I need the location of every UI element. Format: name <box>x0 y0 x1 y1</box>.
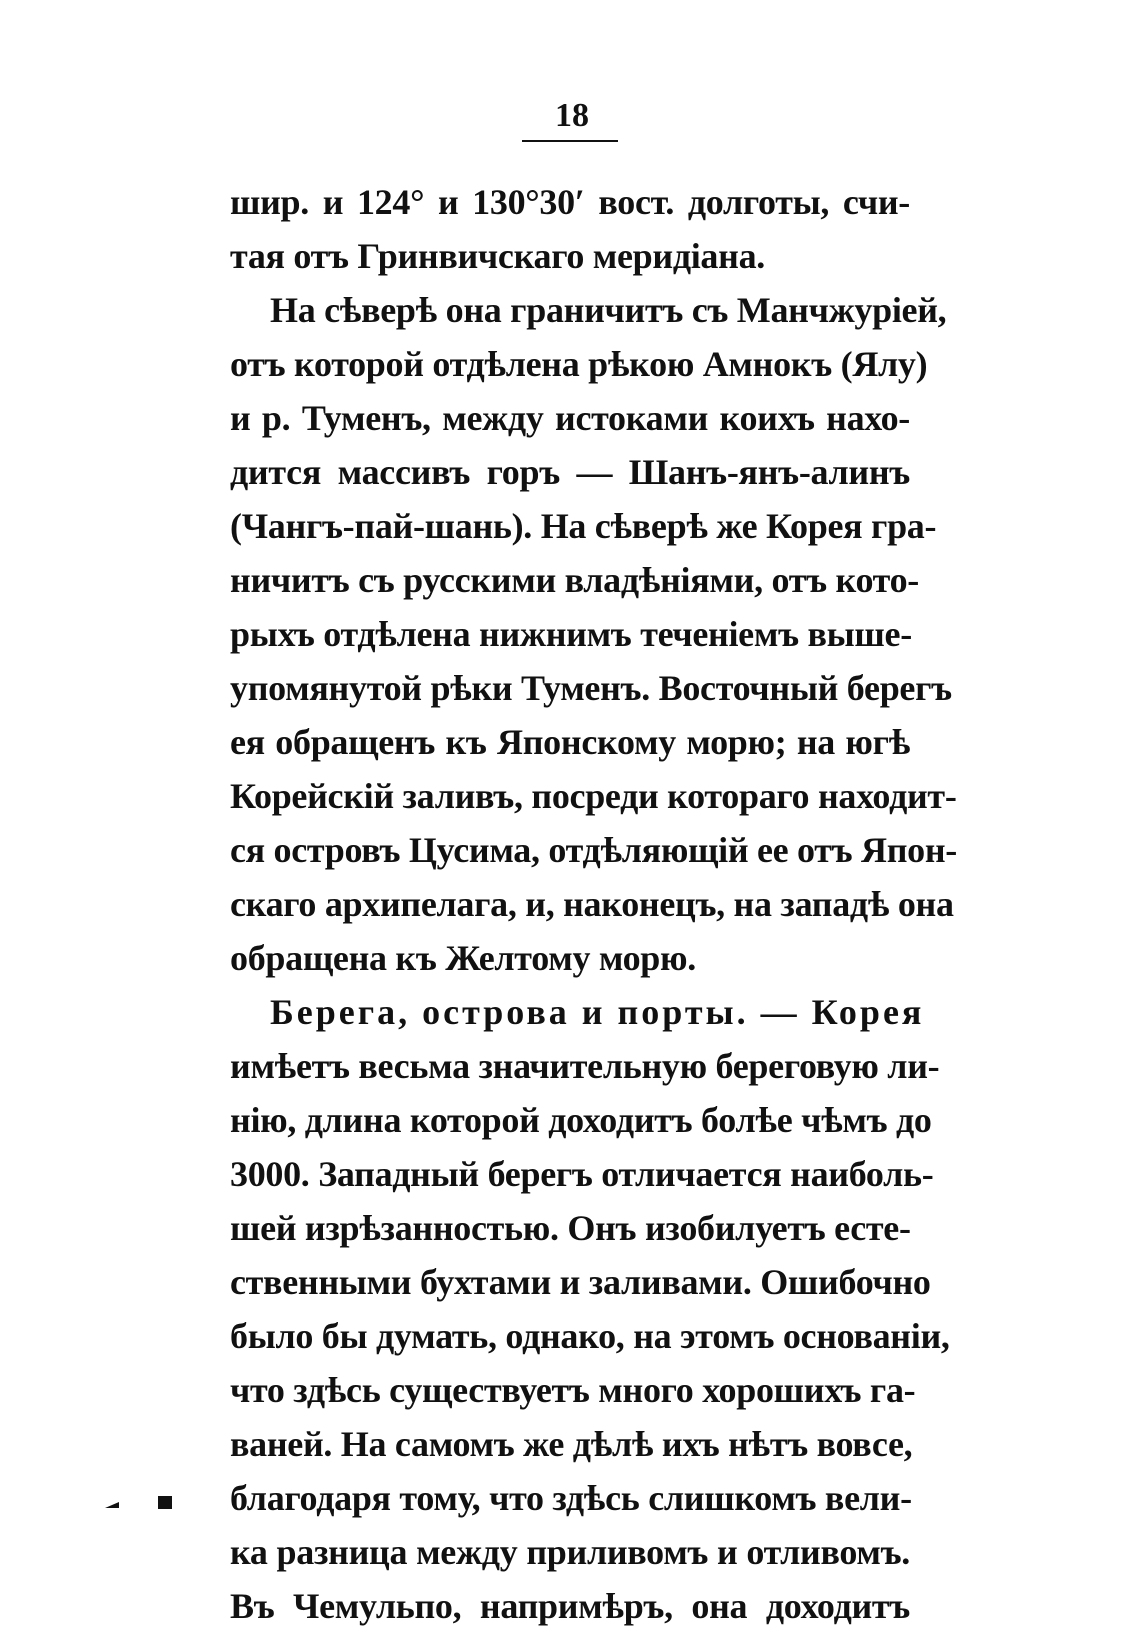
text-line: упомянутой рѣки Туменъ. Восточный берегъ <box>230 668 952 708</box>
scan-mark <box>105 1502 119 1508</box>
text-line: Корейскiй заливъ, посреди котораго находит- <box>230 776 957 816</box>
section-heading-line: Берега, острова и порты. — Корея <box>270 992 925 1032</box>
text-line: благодаря тому, что здѣсь слишкомъ вели- <box>230 1478 912 1518</box>
text-line: (Чангъ-пай-шань). На сѣверѣ же Корея гра- <box>230 506 937 546</box>
text-line: нiю, длина которой доходитъ болѣе чѣмъ до <box>230 1100 932 1140</box>
text-line: ничитъ съ русскими владѣнiями, отъ кото- <box>230 560 919 600</box>
text-line: и р. Туменъ, между истоками коихъ нахо- <box>230 398 910 438</box>
text-line: ся островъ Цусима, отдѣляющiй ее отъ Япон- <box>230 830 958 870</box>
text-line: шей изрѣзанностью. Онъ изобилуетъ есте- <box>230 1208 911 1248</box>
text-line: шир. и 124° и 130°30′ вост. долготы, счи- <box>230 182 910 222</box>
page-number-rule <box>522 140 618 142</box>
text-line: что здѣсь существуетъ много хорошихъ га- <box>230 1370 916 1410</box>
text-line: 3000. Западный берегъ отличается наиболь- <box>230 1154 934 1194</box>
text-line: ваней. На самомъ же дѣлѣ ихъ нѣтъ вовсе, <box>230 1424 913 1464</box>
text-line: обращена къ Желтому морю. <box>230 938 696 978</box>
body-text <box>230 175 958 1633</box>
text-line: дится массивъ горъ — Шанъ-янъ-алинъ <box>230 452 910 492</box>
text-line: было бы думать, однако, на этомъ основанiи, <box>230 1316 950 1356</box>
text-line: рыхъ отдѣлена нижнимъ теченiемъ выше- <box>230 614 912 654</box>
text-line: тая отъ Гринвичскаго меридiана. <box>230 236 765 276</box>
scan-mark <box>158 1496 172 1509</box>
text-line: На сѣверѣ она граничитъ съ Манчжурiей, <box>270 290 947 330</box>
page-number: 18 <box>555 97 589 134</box>
text-line: ственными бухтами и заливами. Ошибочно <box>230 1262 931 1302</box>
text-line: отъ которой отдѣлена рѣкою Амнокъ (Ялу) <box>230 344 928 384</box>
text-line: ка разница между приливомъ и отливомъ. <box>230 1532 910 1572</box>
text-line: Въ Чемульпо, напримѣръ, она доходитъ <box>230 1586 910 1626</box>
text-line: скаго архипелага, и, наконецъ, на западѣ она <box>230 884 954 924</box>
text-line: имѣетъ весьма значительную береговую ли- <box>230 1046 940 1086</box>
text-line: ея обращенъ къ Японскому морю; на югѣ <box>230 722 910 762</box>
